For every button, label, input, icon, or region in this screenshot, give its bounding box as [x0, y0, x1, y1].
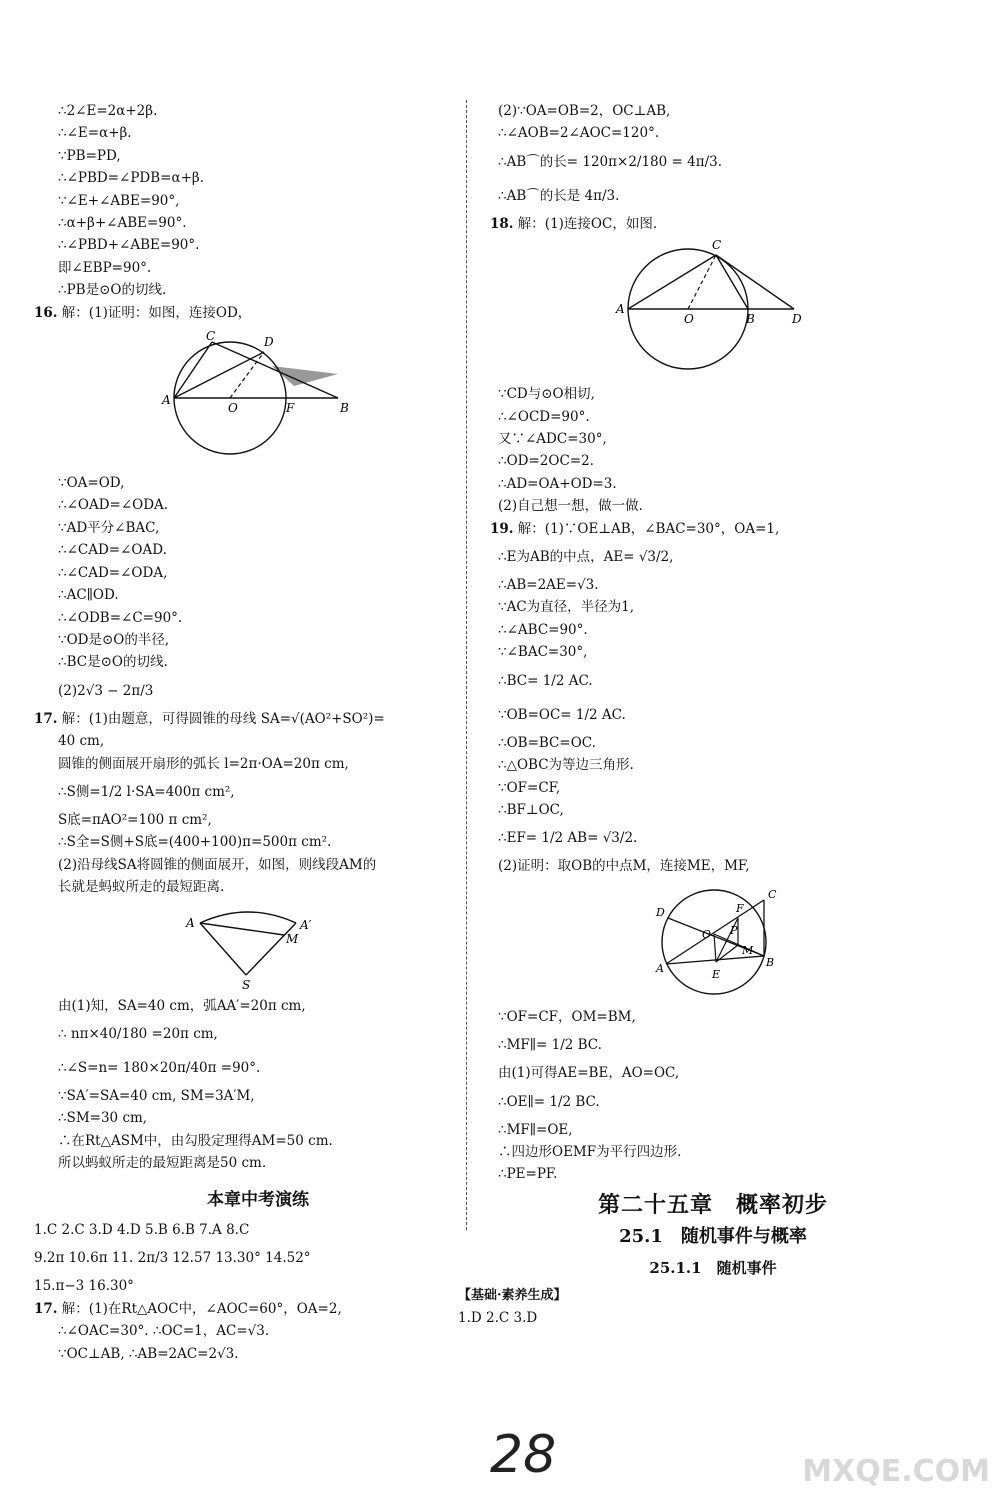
question-number: 19. — [490, 520, 514, 537]
text-line: (2)沿母线SA将圆锥的侧面展开，如图，则线段AM的 — [58, 856, 377, 873]
text-line: ∴PE=PF. — [498, 1166, 558, 1183]
text-line: ∴∠OCD=90°. — [498, 408, 590, 425]
text-line: ∵AC为直径，半径为1, — [498, 599, 635, 616]
text-line: ∴SM=30 cm, — [58, 1110, 148, 1127]
question-text: 解：(1)证明：如图，连接OD， — [61, 304, 252, 321]
text-line: (2)∵OA=OB=2，OC⊥AB, — [498, 103, 671, 119]
text-line: 又∵∠ADC=30°, — [498, 431, 607, 448]
text-line: ∴BC是⊙O的切线. — [58, 654, 168, 671]
text-line: ∴∠PBD+∠ABE=90°. — [58, 237, 200, 254]
text-line: (2)2√3 − 2π/3 — [58, 682, 154, 699]
text-line: ∴MF∥= 1/2 BC. — [498, 1037, 602, 1054]
proof-block-18 — [498, 383, 928, 517]
text-line: ∵OC⊥AB, ∴AB=2AC=2√3. — [58, 1345, 239, 1362]
point-label: A — [616, 302, 625, 317]
point-label: D — [792, 312, 802, 327]
figure-19 — [498, 882, 928, 1002]
text-line: ∵SA′=SA=40 cm, SM=3A′M, — [58, 1087, 255, 1104]
chapter-title: 第二十五章 概率初步 — [597, 1191, 828, 1218]
text-line: ∵AD平分∠BAC, — [58, 519, 160, 536]
answer-line: 1.D 2.C 3.D — [458, 1310, 538, 1327]
text-line: ∵OF=CF, — [498, 779, 561, 796]
text-line: ∴BF⊥OC, — [498, 801, 564, 818]
point-label: A — [186, 915, 195, 930]
text-line: ∴AB⌒的长= 120π×2/180 = 4π/3. — [498, 153, 723, 170]
question-17b-header — [34, 1298, 458, 1320]
text-line: ∵OA=OD, — [58, 475, 125, 492]
text-line: ∴BC= 1/2 AC. — [498, 672, 593, 689]
point-label: O — [702, 927, 712, 941]
practice-tag: 【基础·素养生成】 — [458, 1287, 567, 1303]
point-label: S — [242, 977, 251, 991]
text-line: ∴OB=BC=OC. — [498, 734, 596, 751]
text-line: 由(1)可得AE=BE，AO=OC, — [498, 1065, 680, 1082]
text-line: ∴∠ABC=90°. — [498, 621, 588, 638]
right-column — [458, 100, 928, 1330]
text-line: 40 cm, — [58, 733, 105, 750]
text-line: 由(1)知，SA=40 cm，弧AA′=20π cm, — [58, 997, 306, 1014]
text-line: ∴S侧=1/2 l·SA=400π cm², — [58, 783, 235, 800]
text-line: ∴四边形OEMF为平行四边形. — [498, 1143, 682, 1160]
text-line: ∴2∠E=2α+2β. — [58, 103, 158, 119]
question-number: 16. — [34, 304, 58, 321]
text-line: ∴AC∥OD. — [58, 587, 119, 604]
point-label: A — [656, 961, 664, 975]
question-text: 解：(1)由题意，可得圆锥的母线 SA=√(AO²+SO²)= — [61, 710, 385, 727]
text-line: ∵PB=PD, — [58, 147, 121, 164]
text-line: ∵CD与⊙O相切, — [498, 386, 595, 403]
question-text: 解：(1)连接OC，如图. — [517, 215, 658, 232]
text-line: ∴EF= 1/2 AB= √3/2. — [498, 830, 638, 847]
point-label: M — [286, 931, 299, 946]
question-19-header — [490, 518, 928, 540]
question-17-header — [34, 708, 458, 730]
left-column — [34, 100, 458, 1365]
text-line: 所以蚂蚁所走的最短距离是50 cm. — [58, 1155, 267, 1172]
text-line: (2)证明：取OB的中点M，连接ME，MF, — [498, 858, 750, 875]
answer-line: 15.π−3 16.30° — [34, 1278, 134, 1295]
point-label: O — [684, 312, 694, 327]
page-number: 28 — [490, 1425, 557, 1485]
point-label: C — [206, 329, 216, 344]
question-text: 解：(1)在Rt△AOC中，∠AOC=60°，OA=2, — [61, 1300, 342, 1317]
point-label: E — [712, 967, 721, 981]
question-number: 18. — [490, 215, 514, 232]
text-line: ∴∠S=n= 180×20π/40π =90°. — [58, 1059, 261, 1076]
point-label: O — [228, 401, 238, 416]
column-divider — [466, 100, 467, 1230]
section-title: 25.1 随机事件与概率 — [619, 1226, 807, 1248]
point-label: F — [286, 401, 295, 416]
point-label: F — [736, 901, 744, 915]
subsection-title: 25.1.1 随机事件 — [649, 1258, 777, 1277]
question-number: 17. — [34, 710, 58, 727]
text-line: ∴∠AOB=2∠AOC=120°. — [498, 125, 660, 142]
text-line: ∴MF∥=OE, — [498, 1121, 573, 1138]
text-line: ∴∠OAC=30°. ∴OC=1，AC=√3. — [58, 1323, 270, 1340]
figure-16 — [58, 328, 458, 468]
text-line: 圆锥的侧面展开扇形的弧长 l=2π·OA=20π cm, — [58, 755, 349, 772]
text-line: ∴∠CAD=∠ODA, — [58, 564, 168, 581]
point-label: D — [264, 335, 274, 350]
answer-line: 1.C 2.C 3.D 4.D 5.B 6.B 7.A 8.C — [34, 1222, 250, 1238]
text-line: (2)自己想一想，做一做. — [498, 498, 643, 515]
section-title: 本章中考演练 — [207, 1189, 309, 1210]
point-label: B — [340, 401, 349, 416]
point-label: C — [712, 239, 722, 253]
text-line: ∴∠E=α+β. — [58, 125, 132, 142]
watermark: MXQE.COM — [802, 1454, 990, 1489]
question-text: 解：(1)∵OE⊥AB，∠BAC=30°，OA=1, — [517, 520, 780, 537]
question-number: 17. — [34, 1300, 58, 1317]
proof-block-15 — [58, 100, 458, 302]
question-18-header — [490, 213, 928, 235]
text-line: ∴S全=S侧+S底=(400+100)π=500π cm². — [58, 834, 332, 851]
text-line: ∴△OBC为等边三角形. — [498, 757, 634, 774]
point-label: B — [766, 955, 775, 969]
point-label: D — [656, 905, 665, 919]
proof-block-16 — [58, 472, 458, 708]
text-line: ∵∠BAC=30°, — [498, 644, 588, 661]
point-label: A — [162, 393, 171, 408]
proof-block-19b — [498, 1006, 928, 1186]
text-line: ∴PB是⊙O的切线. — [58, 282, 167, 299]
text-line: ∴α+β+∠ABE=90°. — [58, 215, 187, 232]
text-line: ∴OE∥= 1/2 BC. — [498, 1093, 600, 1110]
text-line: ∴AB⌒的长是 4π/3. — [498, 187, 620, 204]
proof-block-top — [498, 100, 928, 213]
figure-18 — [498, 239, 928, 379]
proof-block-17a — [58, 730, 458, 898]
point-label: P — [730, 923, 738, 937]
point-label: B — [746, 312, 755, 327]
text-line: ∵OF=CF，OM=BM, — [498, 1008, 636, 1025]
text-line: ∴AB=2AE=√3. — [498, 577, 599, 594]
answer-line: 9.2π 10.6π 11. 2π/3 12.57 13.30° 14.52° — [34, 1250, 311, 1267]
proof-block-19a — [498, 540, 928, 878]
point-label: A′ — [300, 917, 312, 932]
text-line: S底=πAO²=100 π cm², — [58, 811, 212, 828]
text-line: ∴AD=OA+OD=3. — [498, 475, 617, 492]
point-label: C — [768, 887, 777, 901]
point-label: M — [742, 943, 754, 957]
text-line: ∵OB=OC= 1/2 AC. — [498, 706, 626, 723]
text-line: ∴∠CAD=∠OAD. — [58, 542, 167, 559]
question-16-header — [34, 302, 458, 324]
text-line: ∴∠PBD=∠PDB=α+β. — [58, 170, 205, 187]
figure-17 — [58, 903, 458, 991]
text-line: ∴∠ODB=∠C=90°. — [58, 609, 183, 626]
text-line: ∵∠E+∠ABE=90°, — [58, 192, 180, 209]
text-line: 长就是蚂蚁所走的最短距离. — [58, 879, 225, 896]
text-line: 即∠EBP=90°. — [58, 259, 152, 276]
text-line: ∴ nπ×40/180 =20π cm, — [58, 1025, 218, 1042]
proof-block-17b — [58, 995, 458, 1175]
text-line: ∴在Rt△ASM中，由勾股定理得AM=50 cm. — [58, 1132, 333, 1149]
text-line: ∴∠OAD=∠ODA. — [58, 497, 169, 514]
text-line: ∴OD=2OC=2. — [498, 453, 594, 470]
text-line: ∵OD是⊙O的半径, — [58, 631, 170, 648]
text-line: ∴E为AB的中点，AE= √3/2, — [498, 549, 674, 566]
